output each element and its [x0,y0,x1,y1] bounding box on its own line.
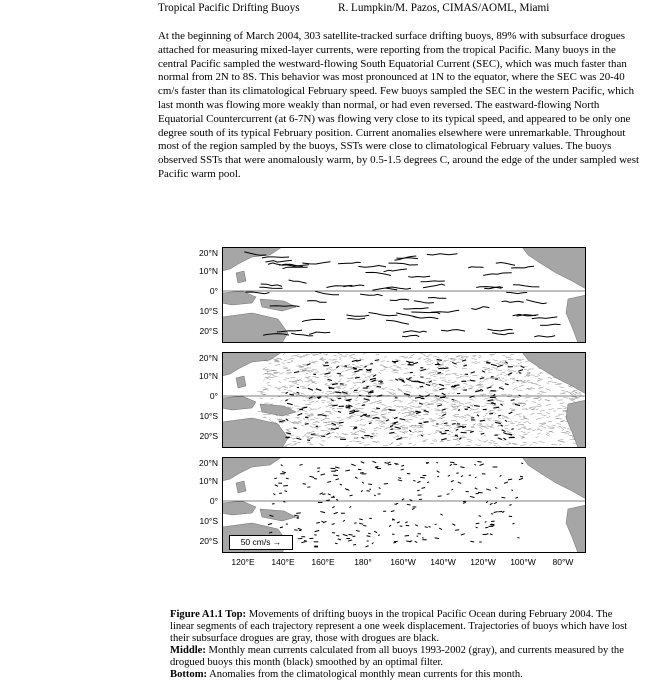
lat-label: 0° [209,391,218,401]
caption-top-text: Movements of drifting buoys in the tropical Pacific Ocean during February 2004. The linear segments of each trajectory represent a one week displacement. Trajectories of buoys which have lost their subsurface drogues are gray, those with drogues are black. [170,609,628,644]
scale-legend [229,535,293,550]
lat-label: 20°N [199,248,218,258]
scale-label: 50 cm/s → [240,537,282,547]
lat-label: 10°N [199,266,218,276]
caption-bottom-label: Bottom: [170,668,208,680]
lon-label: 140°W [430,557,456,567]
panel-middle-mean-currents [222,352,586,448]
header-authors: R. Lumpkin/M. Pazos, CIMAS/AOML, Miami [338,2,550,14]
lat-label: 20°S [199,326,218,336]
lat-label: 10°N [199,476,218,486]
caption-title-label: Figure A1.1 Top: [170,609,247,620]
lat-label: 20°N [199,353,218,363]
lat-label: 10°S [199,516,218,526]
lon-label: 100°W [510,557,536,567]
lon-label: 120°W [470,557,496,567]
lat-label: 10°S [199,306,218,316]
figure-caption [170,609,628,680]
lat-label: 10°S [199,411,218,421]
page-header [158,2,638,14]
lat-label: 20°S [199,536,218,546]
lat-label: 10°N [199,371,218,381]
caption-bottom-text: Anomalies from the climatological monthly mean currents for this month. [207,668,523,680]
lon-label: 120°E [231,557,255,567]
header-title: Tropical Pacific Drifting Buoys [158,2,300,14]
lat-label: 20°S [199,431,218,441]
lat-label: 0° [209,496,218,506]
body-paragraph: At the beginning of March 2004, 303 satellite-tracked surface drifting buoys, 89% with subsurface drogues attached for measuring mixed-layer currents, were reporting from the tropical Pacific. Many buoys in the central Pacific sampled the westward-flowing South Equatorial Current (SEC), which was much faster than normal from 2N to 8S. This behavior was most pronounced at 1N to the equator, where the SEC was 20-40 cm/s faster than its climatological February speed. Few buoys sampled the SEC in the western Pacific, which last month was flowing more weakly than normal, or had even reversed. The eastward-flowing North Equatorial Countercurrent (at 6-7N) was flowing very close to its typical speed, and appeared to be only one degree south of its typical February position. Current anomalies elsewhere were unremarkable. Throughout most of the region sampled by the buoys, SSTs were close to climatological February values. The buoys observed SSTs that were anomalously warm, by 0.5-1.5 degrees C, around the edge of the under sampled west Pacific warm pool. [158,30,640,180]
lat-label: 0° [209,286,218,296]
panel-top-trajectories [222,247,586,343]
caption-middle-label: Middle: [170,644,206,656]
lat-label: 20°N [199,458,218,468]
lon-label: 160°W [390,557,416,567]
lon-label: 160°E [311,557,335,567]
lon-label: 80°W [552,557,574,567]
lon-label: 140°E [271,557,295,567]
lon-label: 180° [354,557,372,567]
caption-middle-text: Monthly mean currents calculated from all buoys 1993-2002 (gray), and currents measured by the drogued buoys this month (black) smoothed by an optimal filter. [170,644,624,668]
